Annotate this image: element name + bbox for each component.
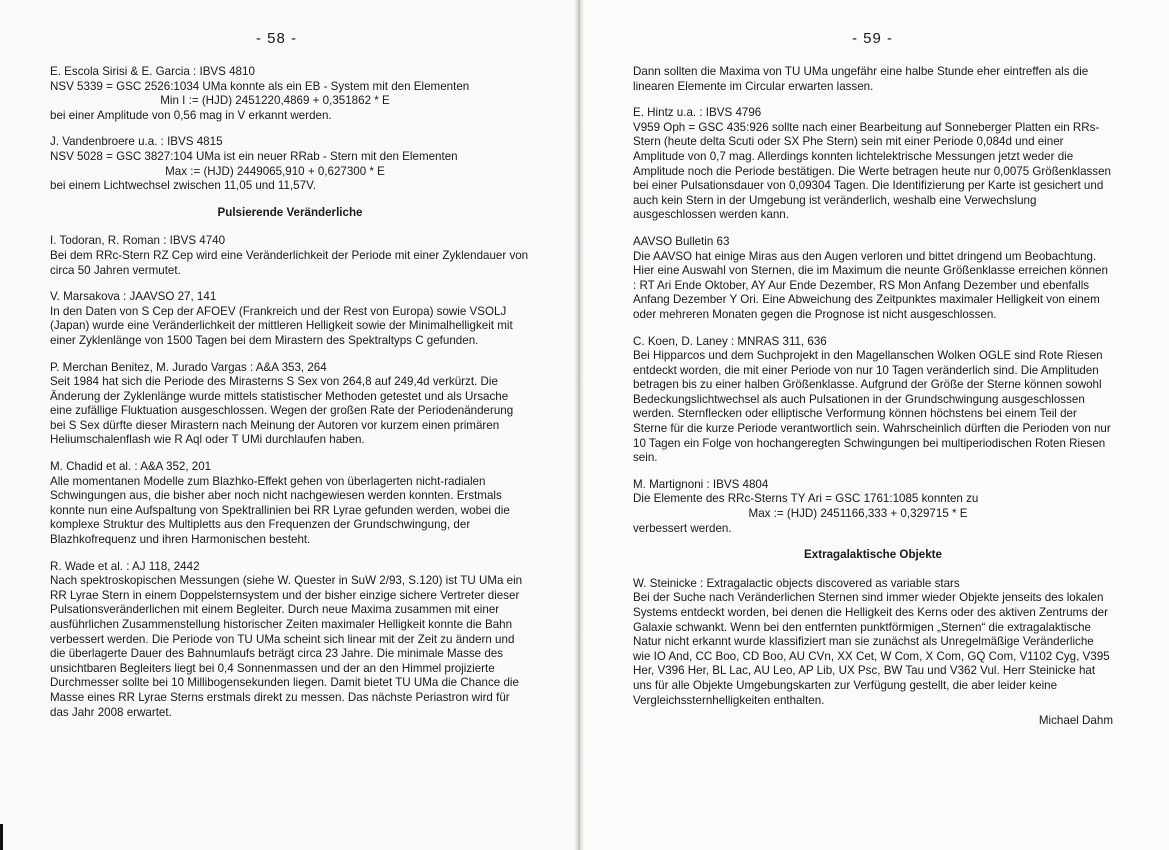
entry-wade bbox=[50, 560, 530, 721]
entry-line: E. Escola Sirisi & E. Garcia : IBVS 4810 bbox=[50, 65, 255, 78]
entry-text: Bei dem RRc-Stern RZ Cep wird eine Veränderlichkeit der Periode mit einer Zyklendauer von circa 50 Jahren vermutet. bbox=[50, 248, 529, 277]
entry-line: NSV 5028 = GSC 3827:104 UMa ist ein neuer RRab - Stern mit den Elementen bbox=[50, 149, 458, 163]
elements-formula: Min I := (HJD) 2451220,4869 + 0,351862 * E bbox=[160, 94, 390, 108]
entry-line: Die Elemente des RRc-Sterns TY Ari = GSC 1761:1085 konnten zu bbox=[633, 492, 979, 506]
entry-reference: AAVSO Bulletin 63 bbox=[633, 234, 730, 248]
scan-edge-mark bbox=[0, 824, 3, 850]
entry-text: Alle momentanen Modelle zum Blazhko-Effekt gehen von überlagerten nicht-radialen Schwingungen aus, die bisher aber noch nicht nachgewiesen werden konnten. Erstmals konnte nun eine Aufspaltung von Spektrallinien bei RR Lyrae gefunden werden, wobei die komplexe Struktur des Multipletts aus den Frequenzen der Grundschwingung, der Blazhkofrequenz und ihren Harmonischen besteht. bbox=[50, 474, 510, 547]
entry-vandenbroere bbox=[50, 135, 530, 193]
entry-reference: C. Koen, D. Laney : MNRAS 311, 636 bbox=[633, 334, 827, 348]
entry-reference: R. Wade et al. : AJ 118, 2442 bbox=[50, 559, 200, 573]
entry-reference: P. Merchan Benitez, M. Jurado Vargas : A&A 353, 264 bbox=[50, 360, 327, 374]
entry-text: V959 Oph = GSC 435:926 sollte nach einer Bearbeitung auf Sonneberger Platten ein RRs-Stern (heute delta Scuti oder SX Phe Stern) sein mit einer Periode 0,084d und einer Amplitude von 0,7 mag. Allerdings konnten lichtelektrische Messungen jetzt weder die Amplitude noch die Periode bestätigen. Die Werte betragen heute nur 0,0075 Größenklassen bei einer Pulsationsdauer von 0,09304 Tagen. Die Identifizierung per Karte ist gesichert und auch kein Stern in der Umgebung ist veränderlich, weshalb eine Verwechslung ausgeschlossen werden kann. bbox=[633, 120, 1112, 222]
entry-escola bbox=[50, 65, 530, 123]
page-number-right: - 59 - bbox=[852, 30, 894, 47]
entry-line: NSV 5339 = GSC 2526:1034 UMa konnte als ein EB - System mit den Elementen bbox=[50, 79, 470, 93]
entry-marsakova bbox=[50, 290, 530, 348]
right-page bbox=[580, 0, 1169, 850]
entry-text: Bei der Suche nach Veränderlichen Sternen sind immer wieder Objekte jenseits des lokalen Systems entdeckt worden, bei denen die Helligkeit des Kerns oder des aktiven Zentrums der Galaxie schwankt. Wenn bei den entfernten punktförmigen „Sternen“ die extragalaktische Natur nicht erkannt wurde klassifiziert man sie zunächst als Unregelmäßige Veränderliche wie IO And, CC Boo, CD Boo, AU CVn, XX Cet, W Com, X Com, GQ Com, V1102 Cyg, V395 Her, V396 Her, BL Lac, AU Leo, AP Lib, UX Psc, BW Tau und V362 Vul. Herr Steinicke hat uns für alle Objekte Umgebungskarten zur Verfügung gestellt, die aber leider keine Vergleichssternhelligkeiten enthalten. bbox=[633, 591, 1110, 707]
entry-merchan bbox=[50, 361, 530, 449]
entry-todoran bbox=[50, 234, 530, 278]
entry-steinicke bbox=[633, 577, 1113, 708]
entry-reference: I. Todoran, R. Roman : IBVS 4740 bbox=[50, 234, 226, 248]
entry-reference: E. Hintz u.a. : IBVS 4796 bbox=[633, 106, 762, 120]
author-signature: Michael Dahm bbox=[1038, 714, 1113, 728]
entry-text: Die AAVSO hat einige Miras aus den Augen verloren und bittet dringend um Beobachtung. Hier eine Auswahl von Sternen, die im Maximum die neunte Größenklasse erreichen können : RT Ari Ende Oktober, AY Aur Ende Dezember, RS Mon Anfang Dezember und ebenfalls Anfang Dezember Y Ori. Eine Abweichung des Zeitpunktes maximaler Helligkeit von einem oder mehreren Monaten gegen die Prognose ist nicht ausgeschlossen. bbox=[633, 249, 1108, 321]
left-page-content bbox=[50, 65, 530, 732]
right-page-content bbox=[633, 65, 1113, 729]
entry-text: In den Daten von S Cep der AFOEV (Frankreich und der Rest von Europa) sowie VSOLJ (Japan) wurde eine Veränderlichkeit der mittleren Helligkeit sowie der Minimalhelligkeit mit einer Zyklenlänge von 1500 Tagen bei dem Mirastern des Spektraltyps C gefunden. bbox=[50, 304, 513, 347]
entry-line: bei einem Lichtwechsel zwischen 11,05 und 11,57V. bbox=[50, 179, 316, 193]
entry-line: verbessert werden. bbox=[633, 521, 732, 535]
entry-text: Nach spektroskopischen Messungen (siehe W. Quester in SuW 2/93, S.120) ist TU UMa ein RR Lyrae Stern in einem Doppelsternsystem und der bisher einzige sichere Vertreter dieser Pulsationsveränderlichen mit einem Begleiter. Durch neue Maxima zusammen mit einer ausführlichen Zusammenstellung historischer Zeiten maximaler Helligkeit konnte die Bahn verbessert werden. Die Periode von TU UMa scheint sich linear mit der Zeit zu ändern und die überlagerte Dauer des Bahnumlaufs beträgt circa 23 Jahre. Die minimale Masse des unsichtbaren Begleiters liegt bei 0,4 Sonnenmassen und der an den Himmel projizierte Durchmesser sollte bei 10 Millibogensekunden liegen. Damit bietet TU UMa die Chance die Masse eines RR Lyrae Sterns erstmals direkt zu messen. Das nächste Periastron wird für das Jahr 2008 erwartet. bbox=[50, 574, 523, 719]
book-gutter bbox=[574, 0, 584, 850]
entry-reference: M. Chadid et al. : A&A 352, 201 bbox=[50, 460, 212, 474]
entry-reference: V. Marsakova : JAAVSO 27, 141 bbox=[50, 290, 217, 304]
entry-martignoni bbox=[633, 478, 1113, 536]
entry-koen bbox=[633, 335, 1113, 466]
entry-text: Bei Hipparcos und dem Suchprojekt in den Magellanschen Wolken OGLE sind Rote Riesen entdeckt worden, die mit einer Periode von nur 10 Tagen veränderlich sind. Die Amplituden betragen bis zu einer halben Größenklasse. Aufgrund der Größe der Sterne können sowohl Bedeckungslichtwechsel als auch Pulsationen in der Grundschwingung ausgeschlossen werden. Sternflecken oder elliptische Verformung können höchstens bei einem Teil der Sterne für die kurze Periode verantwortlich sein. Wahrscheinlich dürften die Perioden von nur 10 Tagen ein Folge von hochangeregten Schwingungen bei multiperiodischen Roten Riesen sein. bbox=[633, 349, 1111, 465]
page-number-left: - 58 - bbox=[256, 30, 298, 47]
entry-reference: W. Steinicke : Extragalactic objects discovered as variable stars bbox=[633, 576, 960, 590]
entry-intro: Dann sollten die Maxima von TU UMa ungefähr eine halbe Stunde eher eintreffen als die linearen Elemente im Circular erwarten lassen. bbox=[633, 65, 1089, 93]
entry-aavso bbox=[633, 235, 1113, 323]
entry-line: J. Vandenbroere u.a. : IBVS 4815 bbox=[50, 135, 223, 149]
elements-formula: Max := (HJD) 2451166,333 + 0,329715 * E bbox=[748, 507, 968, 521]
entry-chadid bbox=[50, 460, 530, 548]
section-heading-pulsating: Pulsierende Veränderliche bbox=[217, 205, 363, 219]
section-heading-extragalactic: Extragalaktische Objekte bbox=[804, 548, 942, 562]
entry-hintz bbox=[633, 106, 1113, 223]
elements-formula: Max := (HJD) 2449065,910 + 0,627300 * E bbox=[165, 164, 385, 178]
entry-line: bei einer Amplitude von 0,56 mag in V erkannt werden. bbox=[50, 108, 332, 122]
entry-reference: M. Martignoni : IBVS 4804 bbox=[633, 477, 769, 491]
left-page bbox=[0, 0, 580, 850]
entry-text: Seit 1984 hat sich die Periode des Mirasterns S Sex von 264,8 auf 249,4d verkürzt. Die Änderung der Zyklenlänge wurde mittels statistischer Methoden getestet und als Ursache eine zufällige Fluktuation ausgeschlossen. Wegen der großen Rate der Periodenänderung bei S Sex dürfte dieser Mirastern nach Meinung der Autoren vor kurzem einen primären Heliumschalenflash wie R Aql oder T UMi durchlaufen haben. bbox=[50, 375, 514, 447]
